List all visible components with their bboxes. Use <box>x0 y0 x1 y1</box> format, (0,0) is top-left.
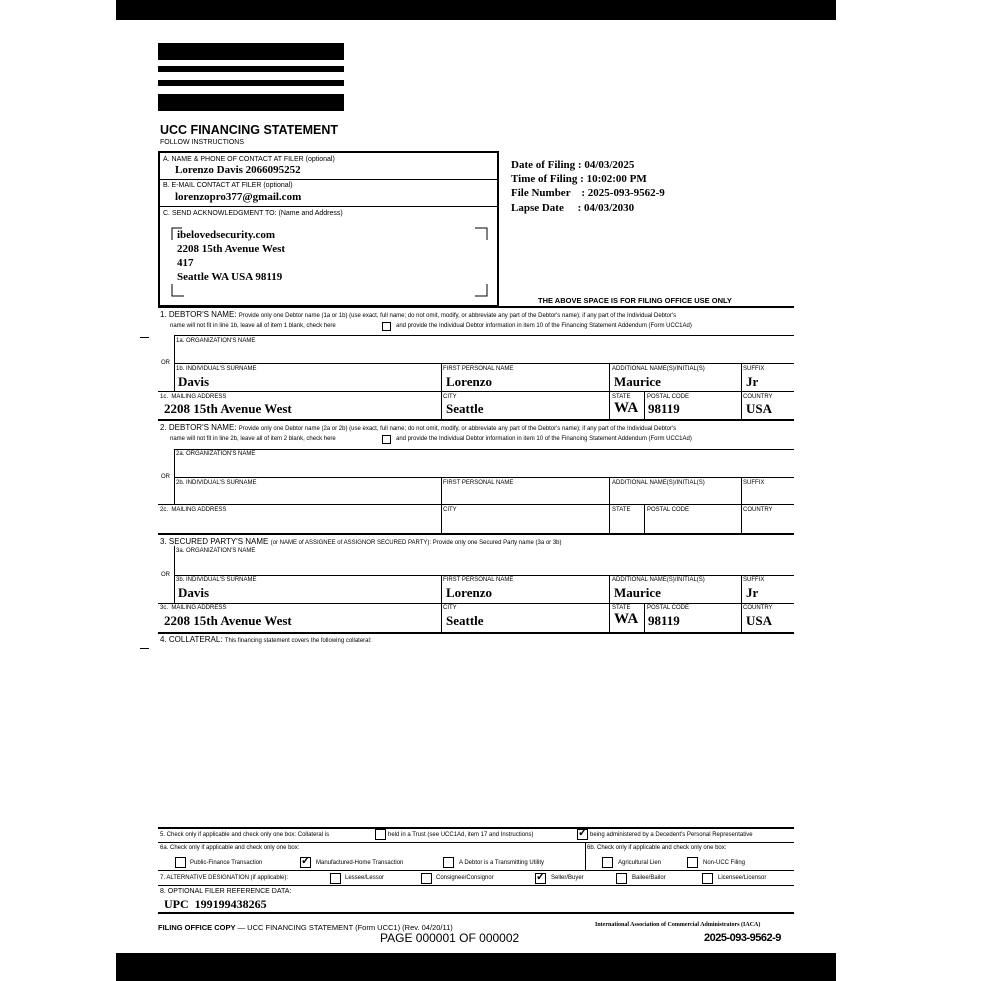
item6b-agricultural-label: Agricultural Lien <box>618 860 662 866</box>
debtor1-first-label: FIRST PERSONAL NAME <box>443 366 514 372</box>
item7-consignee-label: Consignee/Consignor <box>436 875 494 881</box>
debtor1-state: WA <box>614 400 639 416</box>
contact-name-value: Lorenzo Davis 2066095252 <box>175 164 301 176</box>
debtor2-addl-label: ADDITIONAL NAME(S)/INITIAL(S) <box>612 480 705 486</box>
item7-lessee-label: Lessee/Lessor <box>345 875 385 881</box>
item7-seller-checkbox[interactable] <box>535 873 546 884</box>
secured-suffix-label: SUFFIX <box>743 577 765 583</box>
ack-line-4: Seattle WA USA 98119 <box>177 271 283 283</box>
contact-name-label: A. NAME & PHONE OF CONTACT AT FILER (optional) <box>163 156 335 163</box>
debtor2-no-fit-checkbox[interactable] <box>382 435 391 444</box>
item6a-manufactured-home-label: Manufactured-Home Transaction <box>316 860 404 866</box>
check-icon: ✓ <box>536 871 546 883</box>
item5-decedent-checkbox[interactable] <box>577 829 588 840</box>
item5-prefix: 5. Check only if applicable and check only one box: Collateral is <box>160 832 330 838</box>
collateral-heading: 4. COLLATERAL: This financing statement covers the following collateral: <box>160 635 372 644</box>
debtor2-instr-2a: name will not fit in line 2b, leave all of item 2 blank, check here <box>170 436 336 442</box>
secured-addl: Maurice <box>614 585 661 600</box>
secured-mail: 2208 15th Avenue West <box>164 613 292 628</box>
ack-line-2: 2208 15th Avenue West <box>177 243 286 255</box>
ack-line-3: 417 <box>177 257 194 269</box>
secured-city: Seattle <box>446 613 484 628</box>
bottom-border-bar <box>116 953 836 981</box>
secured-first: Lorenzo <box>446 585 492 600</box>
office-use-label: THE ABOVE SPACE IS FOR FILING OFFICE USE ONLY <box>538 296 732 305</box>
contact-email-label: B. E-MAIL CONTACT AT FILER (optional) <box>163 182 293 189</box>
secured-city-label: CITY <box>443 605 457 611</box>
footer-iaca: International Association of Commercial Administrators (IACA) <box>595 922 761 928</box>
debtor1-postal: 98119 <box>648 401 680 416</box>
debtor2-first-label: FIRST PERSONAL NAME <box>443 480 514 486</box>
footer-page-number: PAGE 000001 OF 000002 <box>380 931 520 945</box>
item5-trust-label: held in a Trust (see UCC1Ad, item 17 and Instructions) <box>388 832 534 838</box>
lapse-date: Lapse Date : 04/03/2030 <box>511 202 635 214</box>
filing-date: Date of Filing : 04/03/2025 <box>511 159 635 171</box>
item5-trust-checkbox[interactable] <box>375 829 386 840</box>
secured-country: USA <box>746 613 773 628</box>
debtor2-heading: 2. DEBTOR'S NAME: Provide only one Debtor name (2a or 2b) (use exact, full name; do not omit, modify, or abbreviate any part of the Debtor's name); if any part of the Individual Debtor's <box>160 423 677 432</box>
item6b-heading: 6b. Check only if applicable and check only one box: <box>587 845 727 851</box>
secured-org-label: 3a. ORGANIZATION'S NAME <box>176 548 256 554</box>
item8-value: UPC 199199438265 <box>164 897 267 911</box>
margin-tick <box>140 648 149 649</box>
ack-label: C. SEND ACKNOWLEDGMENT TO: (Name and Address) <box>163 210 343 217</box>
form-subtitle: FOLLOW INSTRUCTIONS <box>160 139 245 146</box>
debtor2-postal-label: POSTAL CODE <box>647 507 690 513</box>
debtor1-mail: 2208 15th Avenue West <box>164 401 292 416</box>
item7-heading: 7. ALTERNATIVE DESIGNATION (if applicable): <box>160 875 289 881</box>
debtor1-city-label: CITY <box>443 394 457 400</box>
debtor1-mail-label: 1c. MAILING ADDRESS <box>160 394 227 400</box>
debtor1-org-label: 1a. ORGANIZATION'S NAME <box>176 338 256 344</box>
debtor1-first: Lorenzo <box>446 374 492 389</box>
debtor1-addl: Maurice <box>614 374 661 389</box>
debtor1-instr-2a: name will not fit in line 1b, leave all of item 1 blank, check here <box>170 323 336 329</box>
item8-heading: 8. OPTIONAL FILER REFERENCE DATA: <box>160 888 292 895</box>
debtor1-state-label: STATE <box>612 394 631 400</box>
item7-bailee-checkbox[interactable] <box>616 873 627 884</box>
secured-country-label: COUNTRY <box>743 605 773 611</box>
item7-seller-label: Seller/Buyer <box>551 875 584 881</box>
item6b-agricultural-checkbox[interactable] <box>602 857 613 868</box>
filing-time: Time of Filing : 10:02:00 PM <box>511 173 647 185</box>
item6a-public-finance-checkbox[interactable] <box>175 857 186 868</box>
footer-file-number: 2025-093-9562-9 <box>704 932 781 944</box>
secured-heading: 3. SECURED PARTY'S NAME (or NAME of ASSIGNEE of ASSIGNOR SECURED PARTY): Provide only one Secured Party name (3a or 3b) <box>160 537 562 546</box>
secured-postal-label: POSTAL CODE <box>647 605 690 611</box>
debtor2-country-label: COUNTRY <box>743 507 773 513</box>
item7-bailee-label: Bailee/Bailor <box>632 875 666 881</box>
item5-decedent-label: being administered by a Decedent's Personal Representative <box>590 832 753 838</box>
check-icon: ✓ <box>578 827 588 839</box>
secured-first-label: FIRST PERSONAL NAME <box>443 577 514 583</box>
debtor1-instr-2b: and provide the Individual Debtor information in item 10 of the Financing Statement Addendum (Form UCC1Ad) <box>396 323 692 329</box>
secured-state-label: STATE <box>612 605 631 611</box>
debtor2-city-label: CITY <box>443 507 457 513</box>
item7-lessee-checkbox[interactable] <box>330 873 341 884</box>
debtor1-surname: Davis <box>178 374 210 389</box>
footer-form-id: FILING OFFICE COPY — UCC FINANCING STATEMENT (Form UCC1) (Rev. 04/20/11) <box>158 923 453 932</box>
debtor1-country: USA <box>746 401 773 416</box>
debtor1-addl-label: ADDITIONAL NAME(S)/INITIAL(S) <box>612 366 705 372</box>
item6a-utility-checkbox[interactable] <box>443 857 454 868</box>
debtor2-instr-2b: and provide the Individual Debtor information in item 10 of the Financing Statement Addendum (Form UCC1Ad) <box>396 436 692 442</box>
secured-state: WA <box>614 611 639 627</box>
debtor1-country-label: COUNTRY <box>743 394 773 400</box>
item6a-manufactured-home-checkbox[interactable] <box>300 857 311 868</box>
debtor1-suffix: Jr <box>746 374 759 389</box>
contact-email-value: lorenzopro377@gmail.com <box>175 191 302 203</box>
item7-licensee-label: Licensee/Licensor <box>718 875 767 881</box>
secured-postal: 98119 <box>648 613 680 628</box>
item6a-utility-label: A Debtor is a Transmitting Utility <box>459 860 545 866</box>
ack-line-1: ibelovedsecurity.com <box>177 229 276 241</box>
or-label-2: OR <box>161 474 170 480</box>
debtor1-surname-label: 1b. INDIVIDUAL'S SURNAME <box>176 366 257 372</box>
top-border-bar <box>116 0 836 20</box>
debtor2-suffix-label: SUFFIX <box>743 480 765 486</box>
secured-surname-label: 3b. INDIVIDUAL'S SURNAME <box>176 577 257 583</box>
debtor1-postal-label: POSTAL CODE <box>647 394 690 400</box>
filing-number: File Number : 2025-093-9562-9 <box>511 187 665 199</box>
secured-surname: Davis <box>178 585 210 600</box>
item6a-heading: 6a. Check only if applicable and check only one box: <box>160 845 300 851</box>
item6b-non-ucc-label: Non-UCC Filing <box>703 860 746 866</box>
item6b-non-ucc-checkbox[interactable] <box>687 857 698 868</box>
debtor2-org-label: 2a. ORGANIZATION'S NAME <box>176 451 256 457</box>
item6a-public-finance-label: Public-Finance Transaction <box>190 860 263 866</box>
item7-consignee-checkbox[interactable] <box>421 873 432 884</box>
debtor2-mail-label: 2c. MAILING ADDRESS <box>160 507 227 513</box>
or-label-3: OR <box>161 572 170 578</box>
debtor1-no-fit-checkbox[interactable] <box>382 322 391 331</box>
secured-suffix: Jr <box>746 585 759 600</box>
check-icon: ✓ <box>301 855 311 867</box>
debtor2-state-label: STATE <box>612 507 631 513</box>
margin-tick <box>140 337 149 338</box>
debtor1-suffix-label: SUFFIX <box>743 366 765 372</box>
secured-mail-label: 3c. MAILING ADDRESS <box>160 605 227 611</box>
debtor1-heading: 1. DEBTOR'S NAME: Provide only one Debtor name (1a or 1b) (use exact, full name; do not omit, modify, or abbreviate any part of the Debtor's name); if any part of the Individual Debtor's <box>160 310 677 319</box>
item7-licensee-checkbox[interactable] <box>702 873 713 884</box>
secured-addl-label: ADDITIONAL NAME(S)/INITIAL(S) <box>612 577 705 583</box>
debtor1-city: Seattle <box>446 401 484 416</box>
or-label-1: OR <box>161 360 170 366</box>
form-title: UCC FINANCING STATEMENT <box>160 123 338 137</box>
debtor2-surname-label: 2b. INDIVIDUAL'S SURNAME <box>176 480 257 486</box>
